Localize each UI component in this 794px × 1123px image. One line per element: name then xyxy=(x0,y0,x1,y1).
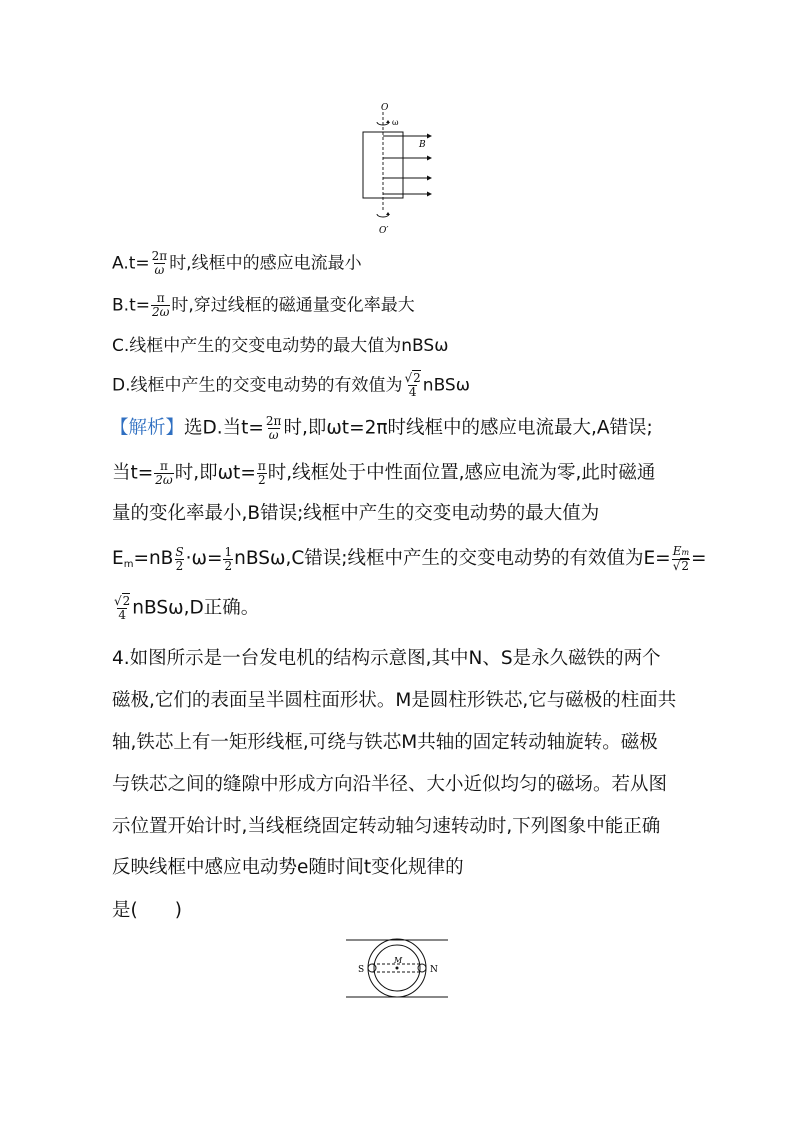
figure-rotating-frame xyxy=(355,98,445,238)
fig1-label-b: B xyxy=(419,140,426,150)
fraction: $\frac{2\pi}{\omega}$ xyxy=(151,249,168,277)
q4-line-2: 磁极,它们的表面呈半圆柱面形状。M是圆柱形铁芯,它与磁极的柱面共 xyxy=(112,690,677,711)
analysis-line-5: $\frac{√2}{4}$ nBSω,D正确。 xyxy=(114,594,260,622)
q4-line-7: 是( ) xyxy=(112,900,182,921)
fig2-label-m: M xyxy=(394,956,403,965)
q4-line-5: 示位置开始计时,当线框绕固定转动轴匀速转动时,下列图象中能正确 xyxy=(112,816,661,837)
option-b: B.t= $\frac{\pi}{2\omega}$ 时,穿过线框的磁通量变化率最大 xyxy=(112,291,415,319)
fraction: $\frac{\pi}{2\omega}$ xyxy=(151,291,170,319)
q4-line-1: 4.如图所示是一台发电机的结构示意图,其中N、S是永久磁铁的两个 xyxy=(112,648,661,669)
analysis-bracket: 【解析】 xyxy=(110,417,185,439)
q4-line-6: 反映线框中感应电动势e随时间t变化规律的 xyxy=(112,857,464,878)
analysis-line-4: $E_m=nB$ $\frac{S}{2}$ ·ω= $\frac{1}{2}$ nBSω,C错误;线框中产生的交变电动势的有效值为E= $\frac{Em}{√2}$ = xyxy=(112,544,707,573)
option-d: D.线框中产生的交变电动势的有效值为 $\frac{√2}{4}$ nBSω xyxy=(112,371,470,399)
fig1-label-omega: ω xyxy=(392,118,399,127)
q4-line-4: 与铁芯之间的缝隙中形成方向沿半径、大小近似均匀的磁场。若从图 xyxy=(112,774,668,795)
option-c: C.线框中产生的交变电动势的最大值为nBSω xyxy=(112,336,449,356)
fig2-label-s: S xyxy=(358,965,365,975)
fraction-sqrt: $\frac{√2}{4}$ xyxy=(404,371,421,399)
fig2-label-n: N xyxy=(430,965,438,975)
figure-generator xyxy=(340,934,455,1004)
analysis-line-2: 当t= $\frac{\pi}{2\omega}$ 时,即ωt= $\frac{\pi}{2}$ 时,线框处于中性面位置,感应电流为零,此时磁通 xyxy=(112,459,656,487)
q4-line-3: 轴,铁芯上有一矩形线框,可绕与铁芯M共轴的固定转动轴旋转。磁极 xyxy=(112,732,658,753)
option-a: A.t= $\frac{2\pi}{\omega}$ 时,线框中的感应电流最小 xyxy=(112,249,362,277)
fig1-label-o-top: O xyxy=(381,103,389,113)
analysis-line-1: 【解析】选D.当t= $\frac{2\pi}{\omega}$ 时,即ωt=2π时线框中的感应电流最大,A错误; xyxy=(110,414,653,442)
fig1-label-o-bottom: O′ xyxy=(379,226,389,236)
analysis-line-3: 量的变化率最小,B错误;线框中产生的交变电动势的最大值为 xyxy=(112,503,600,524)
